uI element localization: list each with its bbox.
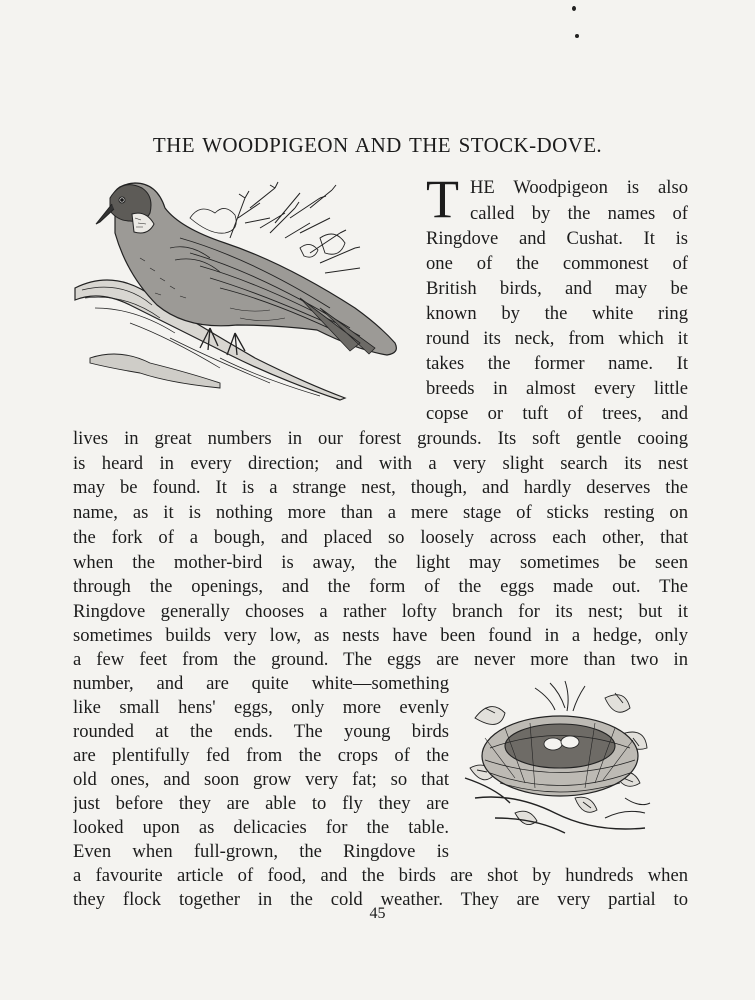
text-line: breeds in almost every little (426, 378, 688, 399)
page-number: 45 (369, 905, 386, 922)
woodpigeon-illustration (70, 178, 410, 403)
text-line: the fork of a bough, and placed so loosely across each other, that (73, 527, 688, 548)
text-line: known by the white ring (426, 303, 688, 324)
text-line: Ringdove and Cushat. It is (426, 228, 688, 249)
text-line: number, and are quite white—something (73, 673, 449, 694)
text-line: is heard in every direction; and with a very slight search its nest (73, 453, 688, 474)
drop-cap: T (426, 169, 459, 229)
text-line: looked upon as delicacies for the table. (73, 817, 449, 838)
text-line: a favourite article of food, and the birds are shot by hundreds when (73, 865, 688, 886)
text-line: are plentifully fed from the crops of the (73, 745, 449, 766)
text-line: called by the names of (470, 203, 688, 224)
text-line: name, as it is nothing more than a mere stage of sticks resting on (73, 502, 688, 523)
text-line: one of the commonest of (426, 253, 688, 274)
text-line: when the mother-bird is away, the light may sometimes be seen (73, 552, 688, 573)
text-line: Even when full-grown, the Ringdove is (73, 841, 449, 862)
text-line: sometimes builds very low, as nests have been found in a hedge, only (73, 625, 688, 646)
text-line: old ones, and soon grow very fat; so that (73, 769, 449, 790)
text-line: British birds, and may be (426, 278, 688, 299)
nest-illustration (455, 678, 665, 843)
text-line: HE Woodpigeon is also (470, 177, 688, 198)
page-title: THE WOODPIGEON AND THE STOCK-DOVE. (152, 133, 603, 157)
text-line: copse or tuft of trees, and (426, 403, 688, 424)
text-line: may be found. It is a strange nest, though, and hardly deserves the (73, 477, 688, 498)
text-line: takes the former name. It (426, 353, 688, 374)
text-line: rounded at the ends. The young birds (73, 721, 449, 742)
text-line: Ringdove generally chooses a rather lofty branch for its nest; but it (73, 601, 688, 622)
text-line: lives in great numbers in our forest grounds. Its soft gentle cooing (73, 428, 688, 449)
text-line: round its neck, from which it (426, 328, 688, 349)
text-line: through the openings, and the form of the eggs made out. The (73, 576, 688, 597)
text-line: just before they are able to fly they are (73, 793, 449, 814)
text-line: like small hens' eggs, only more evenly (73, 697, 449, 718)
text-line: they flock together in the cold weather. They are very partial to (73, 889, 688, 910)
text-line: a few feet from the ground. The eggs are never more than two in (73, 649, 688, 670)
ink-speck (572, 6, 576, 11)
ink-speck (575, 34, 579, 38)
